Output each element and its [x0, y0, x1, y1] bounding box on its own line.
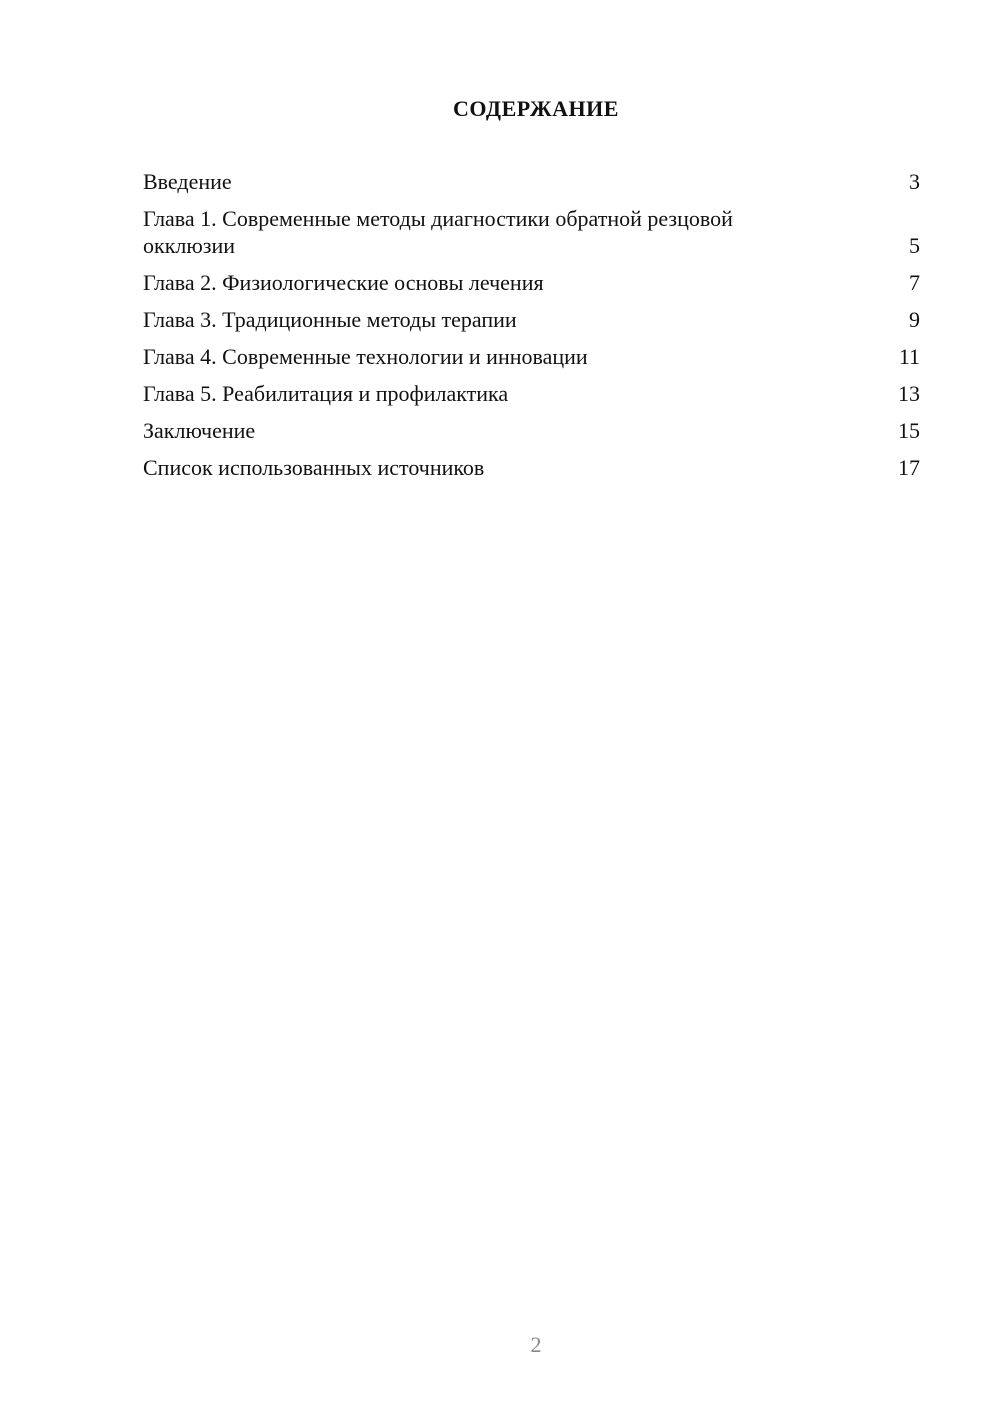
- table-of-contents: [143, 168, 920, 491]
- toc-entry-label: Глава 3. Традиционные методы терапии: [143, 307, 517, 332]
- toc-entry-label: Глава 4. Современные технологии и инновации: [143, 344, 588, 369]
- toc-entry-label: Глава 2. Физиологические основы лечения: [143, 270, 544, 295]
- toc-entry-chapter-2: [143, 269, 920, 296]
- toc-entry-conclusion: [143, 417, 920, 444]
- toc-entry-page: 17: [898, 455, 920, 480]
- toc-entry-page: 5: [909, 233, 920, 258]
- page-number: 2: [530, 1332, 542, 1357]
- toc-entry-chapter-3: [143, 306, 920, 333]
- toc-entry-page: 9: [909, 307, 920, 332]
- toc-entry-chapter-5: [143, 380, 920, 407]
- toc-entry-page: 7: [909, 270, 920, 295]
- toc-entry-page: 13: [898, 381, 920, 406]
- toc-entry-label: Глава 1. Современные методы диагностики обратной резцовой окклюзии: [143, 206, 733, 258]
- toc-entry-page: 11: [898, 344, 920, 369]
- toc-entry-page: 15: [898, 418, 920, 443]
- toc-entry-label: Введение: [143, 169, 232, 194]
- toc-entry-references: [143, 454, 920, 481]
- toc-entry-label: Список использованных источников: [143, 455, 485, 480]
- toc-entry-label: Заключение: [143, 418, 256, 443]
- toc-heading: СОДЕРЖАНИЕ: [453, 96, 619, 121]
- toc-entry-introduction: [143, 168, 920, 195]
- toc-entry-label: Глава 5. Реабилитация и профилактика: [143, 381, 509, 406]
- toc-entry-page: 3: [909, 169, 920, 194]
- toc-entry-chapter-4: [143, 343, 920, 370]
- toc-entry-chapter-1: [143, 205, 920, 259]
